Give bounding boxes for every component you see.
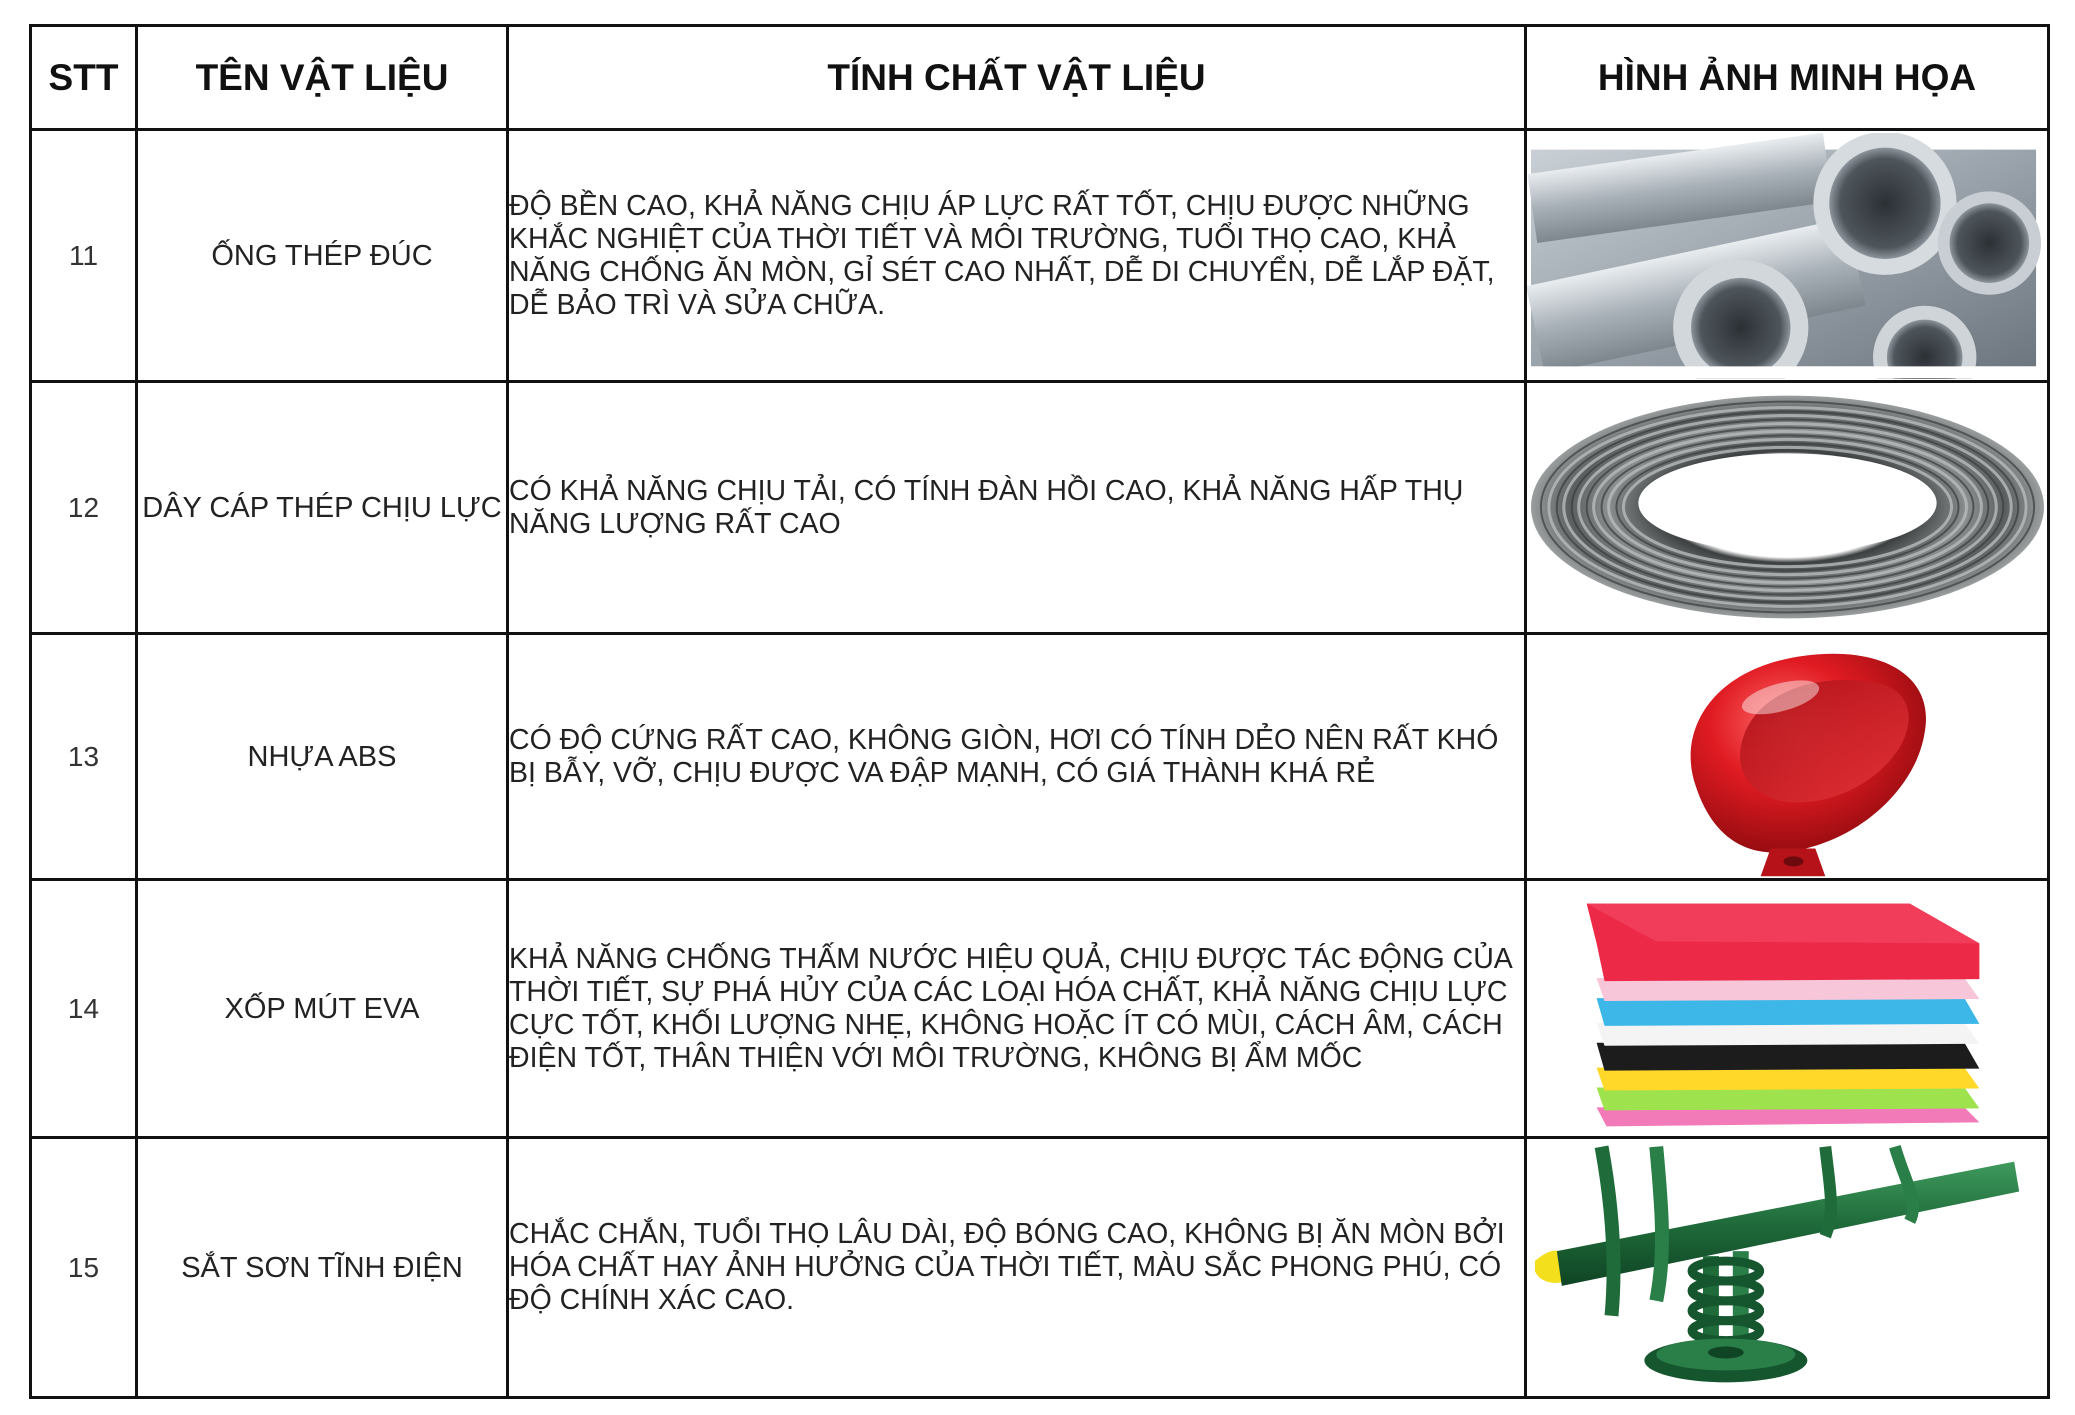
header-stt: STT xyxy=(31,26,137,130)
red-plastic-seat-photo xyxy=(1527,637,2047,877)
material-name: ỐNG THÉP ĐÚC xyxy=(137,130,508,382)
material-image xyxy=(1526,130,2049,382)
material-name: XỐP MÚT EVA xyxy=(137,880,508,1138)
steel-cable-coil-photo xyxy=(1527,385,2047,631)
header-properties: TÍNH CHẤT VẬT LIỆU xyxy=(508,26,1526,130)
material-name: DÂY CÁP THÉP CHỊU LỰC xyxy=(137,382,508,634)
row-stt: 12 xyxy=(31,382,137,634)
eva-foam-sheets-photo xyxy=(1527,883,2047,1135)
table-row xyxy=(31,1138,2049,1398)
table-row xyxy=(31,634,2049,880)
material-properties: CÓ ĐỘ CỨNG RẤT CAO, KHÔNG GIÒN, HƠI CÓ TÍNH DẺO NÊN RẤT KHÓ BỊ BẪY, VỠ, CHỊU ĐƯỢC VA ĐẬP MẠNH, CÓ GIÁ THÀNH KHÁ RẺ xyxy=(508,634,1526,880)
material-image xyxy=(1526,634,2049,880)
header-image: HÌNH ẢNH MINH HỌA xyxy=(1526,26,2049,130)
material-name: NHỰA ABS xyxy=(137,634,508,880)
powder-coated-iron-photo xyxy=(1527,1141,2047,1395)
table-row xyxy=(31,880,2049,1138)
row-stt: 15 xyxy=(31,1138,137,1398)
material-image xyxy=(1526,880,2049,1138)
material-properties: ĐỘ BỀN CAO, KHẢ NĂNG CHỊU ÁP LỰC RẤT TỐT, CHỊU ĐƯỢC NHỮNG KHẮC NGHIỆT CỦA THỜI TIẾT VÀ MÔI TRƯỜNG, TUỔI THỌ CAO, KHẢ NĂNG CHỐNG ĂN MÒN, GỈ SÉT CAO NHẤT, DỄ DI CHUYỂN, DỄ LẮP ĐẶT, DỄ BẢO TRÌ VÀ SỬA CHỮA. xyxy=(508,130,1526,382)
header-row xyxy=(31,26,2049,130)
material-properties: CHẮC CHẮN, TUỔI THỌ LÂU DÀI, ĐỘ BÓNG CAO, KHÔNG BỊ ĂN MÒN BỞI HÓA CHẤT HAY ẢNH HƯỞNG CỦA THỜI TIẾT, MÀU SẮC PHONG PHÚ, CÓ ĐỘ CHÍNH XÁC CAO. xyxy=(508,1138,1526,1398)
row-stt: 14 xyxy=(31,880,137,1138)
material-image xyxy=(1526,1138,2049,1398)
row-stt: 13 xyxy=(31,634,137,880)
row-stt: 11 xyxy=(31,130,137,382)
table-row xyxy=(31,382,2049,634)
header-name: TÊN VẬT LIỆU xyxy=(137,26,508,130)
material-properties: CÓ KHẢ NĂNG CHỊU TẢI, CÓ TÍNH ĐÀN HỒI CAO, KHẢ NĂNG HẤP THỤ NĂNG LƯỢNG RẤT CAO xyxy=(508,382,1526,634)
material-properties: KHẢ NĂNG CHỐNG THẤM NƯỚC HIỆU QUẢ, CHỊU ĐƯỢC TÁC ĐỘNG CỦA THỜI TIẾT, SỰ PHÁ HỦY CỦA CÁC LOẠI HÓA CHẤT, KHẢ NĂNG CHỊU LỰC CỰC TỐT, KHỐI LƯỢNG NHẸ, KHÔNG HOẶC ÍT CÓ MÙI, CÁCH ÂM, CÁCH ĐIỆN TỐT, THÂN THIỆN VỚI MÔI TRƯỜNG, KHÔNG BỊ ẨM MỐC xyxy=(508,880,1526,1138)
material-name: SẮT SƠN TĨNH ĐIỆN xyxy=(137,1138,508,1398)
table-row xyxy=(31,130,2049,382)
materials-table xyxy=(29,24,2050,1399)
material-image xyxy=(1526,382,2049,634)
steel-pipes-photo xyxy=(1527,133,2047,379)
